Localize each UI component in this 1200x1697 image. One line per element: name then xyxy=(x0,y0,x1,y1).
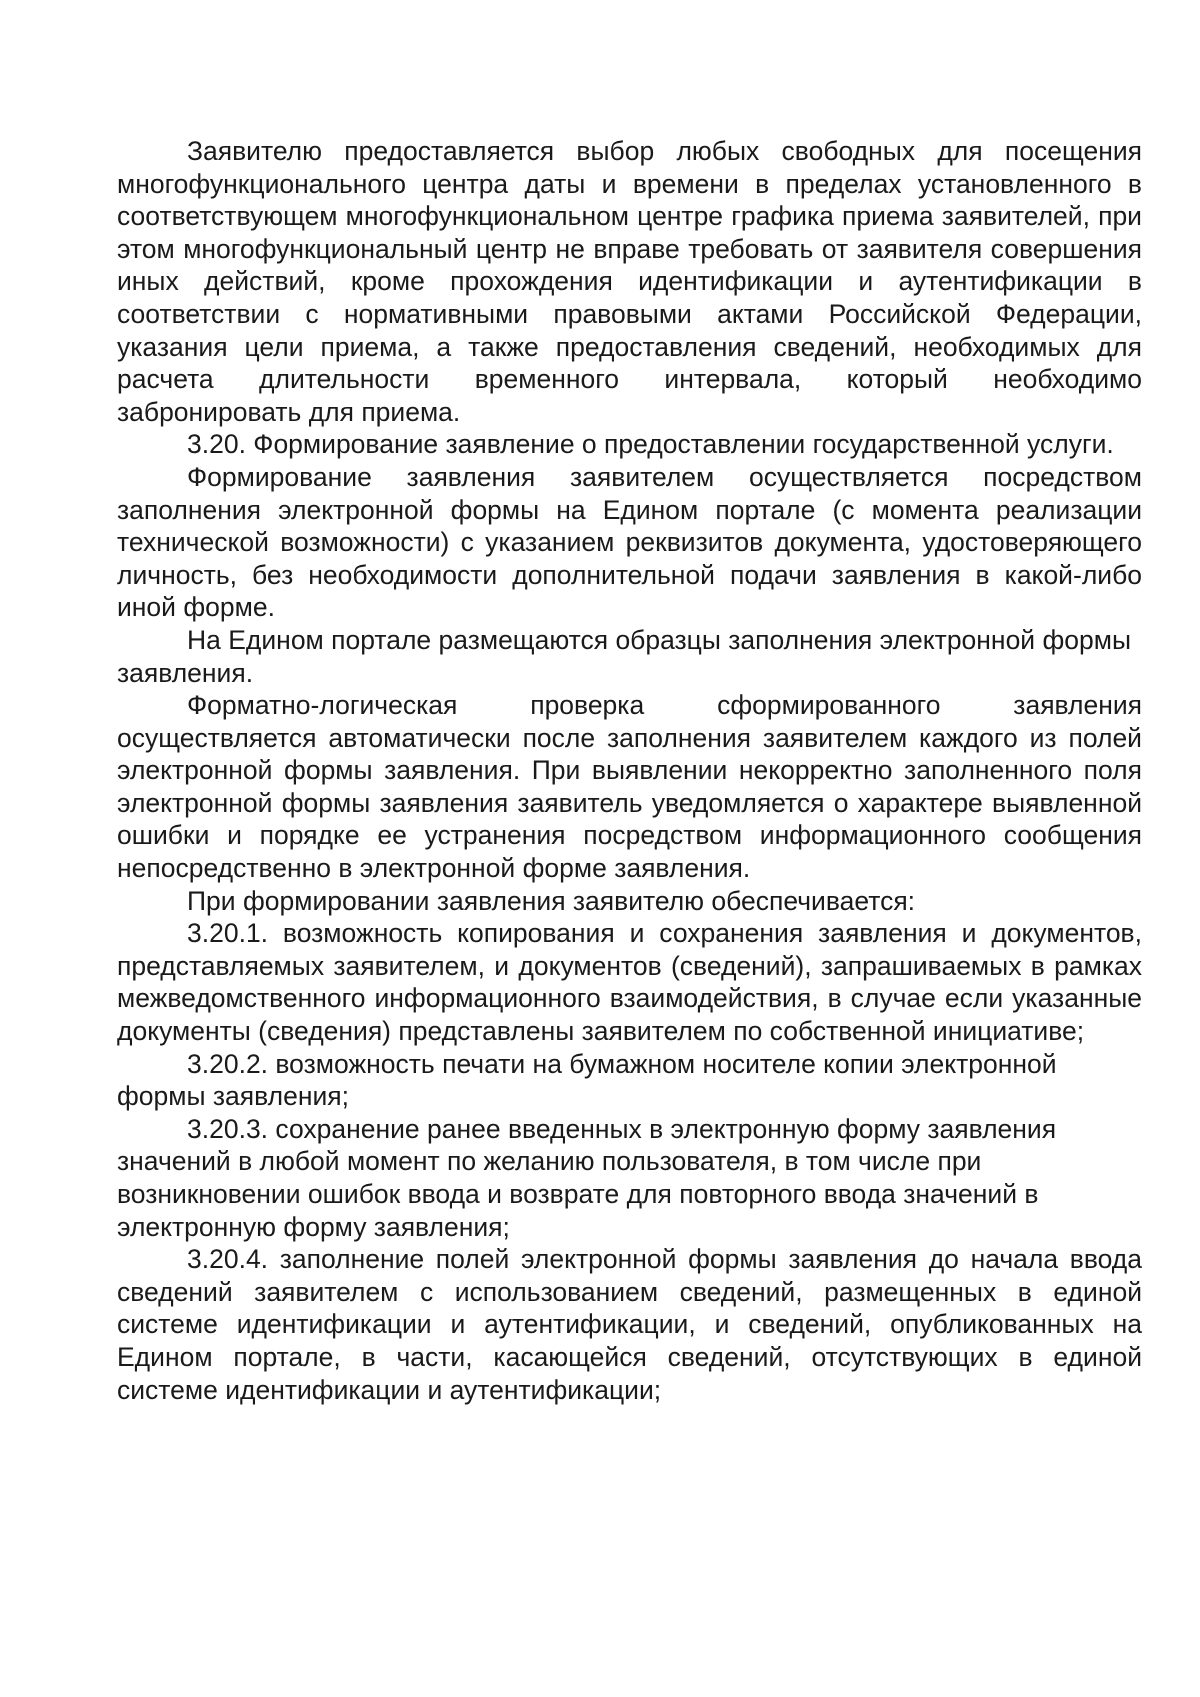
paragraph-3-20-3: 3.20.3. сохранение ранее введенных в электронную форму заявления значений в любой момент по желанию пользователя, в том числе при возникновении ошибок ввода и возврате для повторного ввода значений в электронную форму заявления; xyxy=(117,1113,1057,1242)
document-body xyxy=(117,135,1142,1406)
paragraph-form-samples: На Едином портале размещаются образцы заполнения электронной формы заявления. xyxy=(117,624,1132,688)
paragraph-appointment-choice: Заявителю предоставляется выбор любых свободных для посещения многофункционального центра даты и времени в пределах установленного в соответствующем многофункциональном центре графика приема заявителей, при этом многофункциональный центр не вправе требовать от заявителя совершения иных действий, кроме прохождения идентификации и аутентификации в соответствии с нормативными правовыми актами Российской Федерации, указания цели приема, а также предоставления сведений, необходимых для расчета длительности временного интервала, который необходимо забронировать для приема. xyxy=(117,136,1142,427)
paragraph-3-20-2: 3.20.2. возможность печати на бумажном носителе копии электронной формы заявления; xyxy=(117,1048,1057,1112)
paragraph-section-3-20-heading: 3.20. Формирование заявление о предоставлении государственной услуги. xyxy=(187,429,1114,460)
paragraph-form-creation: Формирование заявления заявителем осуществляется посредством заполнения электронной формы на Едином портале (с момента реализации технической возможности) с указанием реквизитов документа, удостоверяющего личность, без необходимости дополнительной подачи заявления в какой-либо иной форме. xyxy=(117,461,1142,623)
paragraph-3-20-4: 3.20.4. заполнение полей электронной формы заявления до начала ввода сведений заявителем с использованием сведений, размещенных в единой системе идентификации и аутентификации, и сведений, опубликованных на Едином портале, в части, касающейся сведений, отсутствующих в единой системе идентификации и аутентификации; xyxy=(117,1244,1142,1405)
paragraph-provisions-intro: При формировании заявления заявителю обеспечивается: xyxy=(187,885,916,916)
paragraph-3-20-1: 3.20.1. возможность копирования и сохранения заявления и документов, представляемых заявителем, и документов (сведений), запрашиваемых в рамках межведомственного информационного взаимодействия, в случае если указанные документы (сведения) представлены заявителем по собственной инициативе; xyxy=(117,918,1142,1047)
paragraph-format-check: Форматно-логическая проверка сформированного заявления осуществляется автоматически после заполнения заявителем каждого из полей электронной формы заявления. При выявлении некорректно заполненного поля электронной формы заявления заявитель уведомляется о характере выявленной ошибки и порядке ее устранения посредством информационного сообщения непосредственно в электронной форме заявления. xyxy=(117,690,1142,884)
